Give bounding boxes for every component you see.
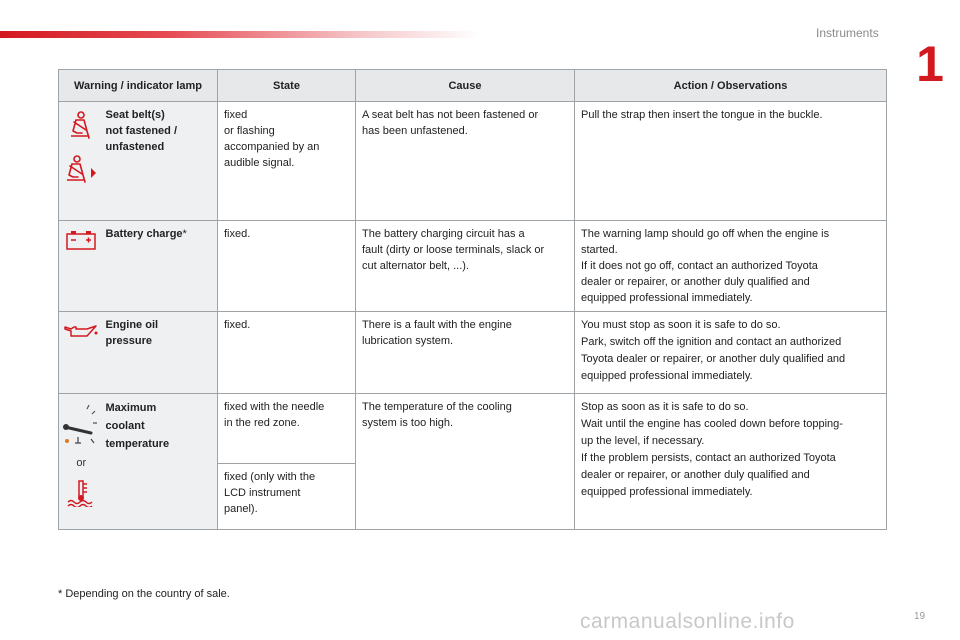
lamp-name: Engine oil pressure bbox=[104, 312, 218, 394]
state-cell: fixed with the needle in the red zone. bbox=[218, 394, 356, 464]
state-cell: fixed. bbox=[218, 312, 356, 394]
seatbelt-icon bbox=[68, 111, 94, 141]
table-row bbox=[59, 102, 887, 221]
lamp-name: Maximum coolant temperature bbox=[104, 394, 218, 530]
cause-cell: There is a fault with the engine lubrication system. bbox=[356, 312, 575, 394]
action-cell: Pull the strap then insert the tongue in the buckle. bbox=[575, 102, 887, 221]
action-cell: The warning lamp should go off when the engine is started. If it does not go off, contact an authorized Toyota dealer or repairer, or another duly qualified and equipped professional immediately. bbox=[575, 221, 887, 312]
lamp-icon-cell bbox=[59, 312, 104, 394]
footnote: * Depending on the country of sale. bbox=[58, 588, 230, 600]
table-row bbox=[59, 394, 887, 464]
table-row bbox=[59, 312, 887, 394]
temperature-gauge-icon bbox=[61, 403, 101, 447]
lamp-icon-cell bbox=[59, 221, 104, 312]
seatbelt-arrow-icon bbox=[64, 155, 98, 185]
table-header-row bbox=[59, 70, 887, 102]
lamp-name: Seat belt(s) not fastened / unfastened bbox=[104, 102, 218, 221]
battery-icon bbox=[66, 230, 96, 250]
column-header-state: State bbox=[218, 70, 356, 102]
state-cell: fixed (only with the LCD instrument panel). bbox=[218, 464, 356, 530]
cause-cell: A seat belt has not been fastened or has been unfastened. bbox=[356, 102, 575, 221]
watermark: carmanualsonline.info bbox=[580, 610, 795, 633]
column-header-cause: Cause bbox=[356, 70, 575, 102]
chapter-number: 1 bbox=[916, 36, 944, 92]
table-row bbox=[59, 221, 887, 312]
lamp-name: Battery charge* bbox=[104, 221, 218, 312]
coolant-temperature-icon bbox=[66, 479, 96, 507]
action-cell: Stop as soon as it is safe to do so. Wait until the engine has cooled down before topping- up the level, if necessary. If the problem persists, contact an authorized Toyota dealer or repairer, or another duly qualified and equipped professional immediately. bbox=[575, 394, 887, 530]
state-cell: fixed. bbox=[218, 221, 356, 312]
lamp-icon-cell bbox=[59, 102, 104, 221]
oil-can-icon bbox=[63, 321, 99, 341]
state-cell: fixed or flashing accompanied by an audible signal. bbox=[218, 102, 356, 221]
section-title: Instruments bbox=[816, 26, 879, 40]
action-cell: You must stop as soon it is safe to do so. Park, switch off the ignition and contact an authorized Toyota dealer or repairer, or another duly qualified and equipped professional immediately. bbox=[575, 312, 887, 394]
warning-lamp-table bbox=[58, 69, 887, 530]
column-header-action: Action / Observations bbox=[575, 70, 887, 102]
top-accent-bar bbox=[0, 31, 480, 38]
column-header-lamp: Warning / indicator lamp bbox=[59, 70, 218, 102]
lamp-icon-cell bbox=[59, 394, 104, 530]
icon-separator: or bbox=[76, 457, 87, 469]
cause-cell: The battery charging circuit has a fault (dirty or loose terminals, slack or cut alternator belt, ...). bbox=[356, 221, 575, 312]
cause-cell: The temperature of the cooling system is too high. bbox=[356, 394, 575, 530]
page-number: 19 bbox=[914, 611, 926, 622]
